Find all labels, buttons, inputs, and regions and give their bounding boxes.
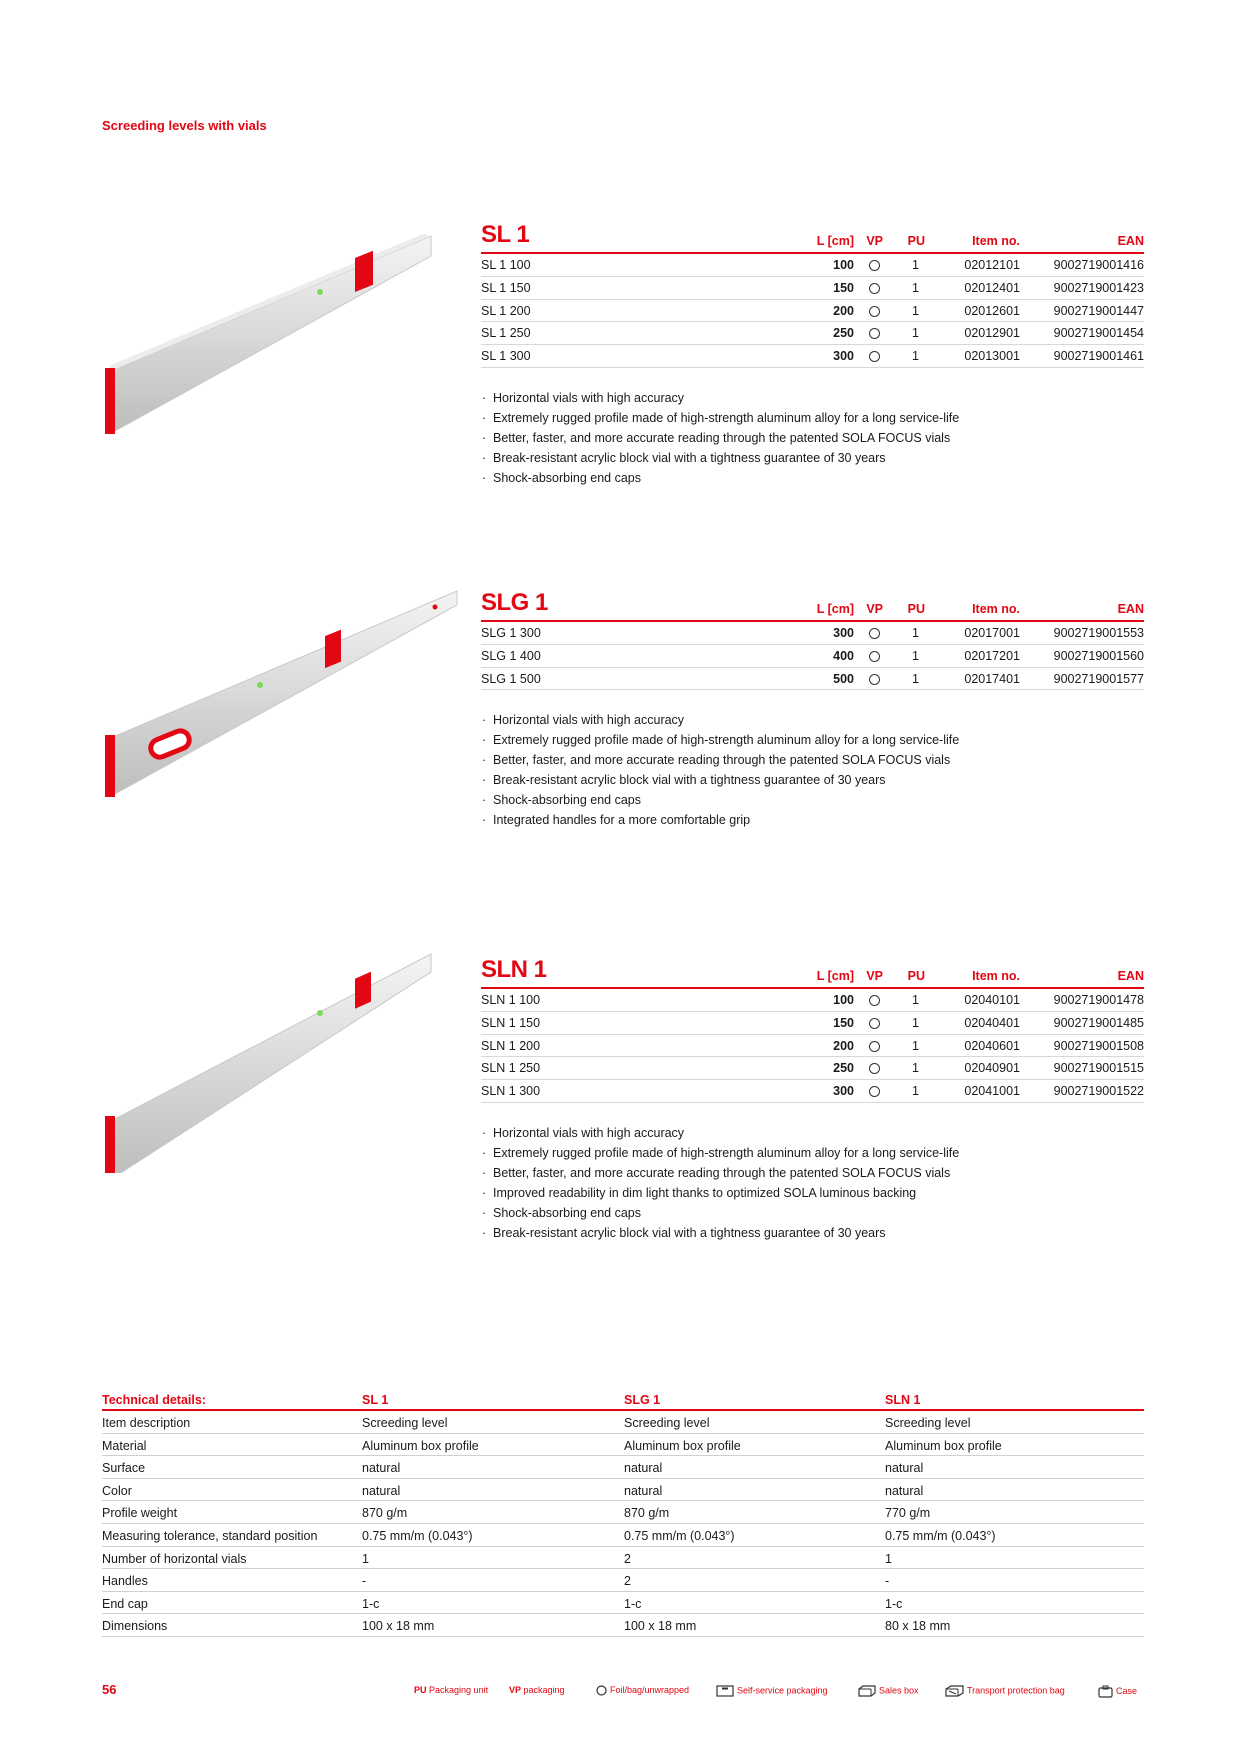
row-length: 200 [833,1038,854,1053]
row-ean: 9002719001522 [1053,1084,1144,1099]
row-name: SLG 1 400 [481,648,541,663]
feature-item: · Shock-absorbing end caps [481,1203,1144,1223]
tech-row [102,1501,1144,1524]
circle-icon [869,1018,880,1029]
tech-value: Aluminum box profile [362,1438,479,1453]
col-pu-header: PU [907,602,925,616]
tech-header-slg1: SLG 1 [624,1393,661,1407]
tech-row [102,1479,1144,1502]
row-length: 250 [833,326,854,341]
legend-abbr: VP [509,1685,522,1695]
col-item-header: Item no. [972,602,1020,616]
circle-icon [869,260,880,271]
circle-icon [869,351,880,362]
product-row [481,1035,1144,1058]
tech-value: Screeding level [624,1416,710,1430]
row-ean: 9002719001447 [1053,303,1144,318]
tech-row [102,1524,1144,1547]
feature-item: · Extremely rugged profile made of high-strength aluminum alloy for a long service-life [481,730,1144,750]
col-ean-header: EAN [1117,234,1144,248]
tech-value: natural [885,1461,924,1476]
row-name: SLN 1 150 [481,1015,541,1030]
product-name: SLN 1 [481,956,547,983]
row-name: SLN 1 300 [481,1084,541,1099]
circle-icon [869,306,880,317]
tech-attribute: Item description [102,1416,191,1430]
sl1-level-image [105,232,435,457]
col-ean-header: EAN [1117,969,1144,983]
circle-icon [869,1041,880,1052]
col-vp-header: VP [866,969,883,983]
tech-value: 100 x 18 mm [624,1619,697,1634]
product-row [481,668,1144,691]
row-name: SLG 1 300 [481,626,541,640]
product-slg1 [481,590,1144,830]
feature-item: · Horizontal vials with high accuracy [481,388,1144,408]
circle-icon [869,628,880,639]
legend-label: Foil/bag/unwrapped [610,1685,690,1695]
tech-attribute: Number of horizontal vials [102,1551,247,1566]
tech-value: natural [624,1483,663,1498]
legend-abbr: PU [414,1685,427,1695]
tech-attribute: Surface [102,1461,146,1476]
tech-value: 0.75 mm/m (0.043°) [362,1528,473,1543]
product-sln1 [481,957,1144,1243]
legend-label: Transport protection bag [967,1685,1065,1696]
row-length: 400 [833,648,854,663]
tech-row [102,1456,1144,1479]
circle-icon [869,995,880,1006]
row-ean: 9002719001577 [1053,671,1144,686]
circle-icon [869,1086,880,1097]
tech-attribute: Dimensions [102,1619,168,1634]
circle-icon [869,328,880,339]
row-name: SLN 1 100 [481,993,541,1007]
legend-label: Case [1116,1685,1138,1696]
tech-row [102,1614,1144,1637]
row-pu: 1 [912,326,919,341]
row-item-no: 02017001 [964,626,1020,640]
row-pu: 1 [912,1038,919,1053]
tech-value: 0.75 mm/m (0.043°) [885,1528,996,1543]
legend-label: packaging [523,1685,565,1695]
row-name: SLN 1 200 [481,1038,541,1053]
tech-value: natural [362,1461,401,1476]
col-item-header: Item no. [972,234,1020,248]
legend-label: Packaging unit [429,1685,489,1695]
legend-label: Sales box [879,1685,919,1696]
tech-value: natural [624,1461,663,1476]
feature-item: · Horizontal vials with high accuracy [481,1123,1144,1143]
row-name: SL 1 150 [481,280,531,295]
row-pu: 1 [912,1084,919,1099]
page-number: 56 [102,1682,117,1697]
row-length: 300 [833,1084,854,1099]
feature-item: · Improved readability in dim light thanks to optimized SOLA luminous backing [481,1183,1144,1203]
tech-value: 770 g/m [885,1506,931,1521]
feature-list [481,388,1144,488]
tech-value: Screeding level [362,1416,448,1430]
feature-list [481,1123,1144,1243]
col-ean-header: EAN [1117,602,1144,616]
product-row [481,645,1144,668]
tech-attribute: Profile weight [102,1506,178,1521]
tech-row [102,1592,1144,1615]
tech-value: natural [362,1483,401,1498]
tech-row [102,1411,1144,1434]
row-pu: 1 [912,1061,919,1076]
row-ean: 9002719001485 [1053,1015,1144,1030]
tech-value: Screeding level [885,1416,971,1430]
row-length: 500 [833,671,854,686]
circle-icon [869,674,880,685]
legend-transport-bag [945,1685,1065,1697]
tech-value: 100 x 18 mm [362,1619,435,1634]
row-name: SLG 1 500 [481,671,541,686]
tech-attribute: Color [102,1483,132,1498]
feature-item: · Break-resistant acrylic block vial with a tightness guarantee of 30 years [481,448,1144,468]
row-length: 300 [833,349,854,364]
legend-sales-box [858,1685,919,1697]
tech-value: 1-c [624,1596,642,1611]
product-row [481,322,1144,345]
tech-value: 0.75 mm/m (0.043°) [624,1528,735,1543]
row-item-no: 02017201 [964,648,1020,663]
row-item-no: 02013001 [964,349,1020,364]
col-pu-header: PU [907,969,925,983]
section-title: Screeding levels with vials [102,118,267,133]
row-name: SL 1 250 [481,326,531,341]
feature-item: · Shock-absorbing end caps [481,468,1144,488]
tech-value: 870 g/m [362,1506,408,1521]
product-row [481,277,1144,300]
circle-icon [869,283,880,294]
tech-row [102,1547,1144,1570]
tech-value: Aluminum box profile [624,1438,741,1453]
row-item-no: 02041001 [964,1084,1020,1099]
row-name: SL 1 100 [481,258,531,272]
legend-label: Self-service packaging [737,1685,828,1696]
product-name: SLG 1 [481,589,548,616]
row-item-no: 02012601 [964,303,1020,318]
feature-item: · Extremely rugged profile made of high-strength aluminum alloy for a long service-life [481,408,1144,428]
row-ean: 9002719001416 [1053,258,1144,272]
row-length: 150 [833,280,854,295]
product-row [481,1080,1144,1103]
tech-row [102,1569,1144,1592]
feature-list [481,710,1144,830]
circle-icon [869,1063,880,1074]
slg1-level-image [105,585,465,810]
tech-header-row [102,1390,1144,1411]
feature-item: · Extremely rugged profile made of high-strength aluminum alloy for a long service-life [481,1143,1144,1163]
row-pu: 1 [912,648,919,663]
tech-header-label: Technical details: [102,1393,206,1407]
row-pu: 1 [912,671,919,686]
row-pu: 1 [912,258,919,272]
product-name: SL 1 [481,221,530,248]
product-header [481,590,1144,622]
col-length-header: L [cm] [816,234,854,248]
row-pu: 1 [912,349,919,364]
row-item-no: 02040601 [964,1038,1020,1053]
circle-icon [869,651,880,662]
col-length-header: L [cm] [816,969,854,983]
legend-vp [509,1685,565,1695]
row-item-no: 02017401 [964,671,1020,686]
col-pu-header: PU [907,234,925,248]
product-header [481,222,1144,254]
row-pu: 1 [912,1015,919,1030]
tech-attribute: Measuring tolerance, standard position [102,1528,318,1543]
row-ean: 9002719001461 [1053,349,1144,364]
tech-value: 1 [362,1551,369,1566]
transport-bag-icon [945,1685,964,1697]
row-ean: 9002719001553 [1053,626,1144,640]
tech-row [102,1434,1144,1457]
row-name: SLN 1 250 [481,1061,541,1076]
col-length-header: L [cm] [816,602,854,616]
row-length: 250 [833,1061,854,1076]
row-item-no: 02040401 [964,1015,1020,1030]
tech-value: 1-c [885,1596,903,1611]
product-row [481,345,1144,368]
product-row [481,989,1144,1012]
circle-icon [596,1685,607,1696]
row-item-no: 02040101 [964,993,1020,1007]
footer-legend [0,1685,1240,1699]
tech-value: 1 [885,1551,892,1566]
feature-item: · Break-resistant acrylic block vial with a tightness guarantee of 30 years [481,770,1144,790]
product-row [481,300,1144,323]
feature-item: · Integrated handles for a more comfortable grip [481,810,1144,830]
tech-attribute: Material [102,1438,147,1453]
case-icon [1098,1685,1113,1698]
sales-box-icon [858,1685,876,1697]
col-item-header: Item no. [972,969,1020,983]
row-pu: 1 [912,993,919,1007]
feature-item: · Better, faster, and more accurate reading through the patented SOLA FOCUS vials [481,750,1144,770]
row-item-no: 02012101 [964,258,1020,272]
row-ean: 9002719001423 [1053,280,1144,295]
feature-item: · Better, faster, and more accurate reading through the patented SOLA FOCUS vials [481,1163,1144,1183]
row-item-no: 02012401 [964,280,1020,295]
tech-header-sln1: SLN 1 [885,1393,921,1407]
product-row [481,622,1144,645]
col-vp-header: VP [866,602,883,616]
row-length: 150 [833,1015,854,1030]
row-pu: 1 [912,280,919,295]
tech-value: 1-c [362,1596,380,1611]
tech-attribute: Handles [102,1574,148,1589]
legend-foil [596,1685,689,1696]
row-ean: 9002719001508 [1053,1038,1144,1053]
tech-value: 2 [624,1551,631,1566]
row-length: 100 [833,993,854,1007]
product-sl1 [481,222,1144,488]
tech-value: 80 x 18 mm [885,1619,951,1634]
feature-item: · Shock-absorbing end caps [481,790,1144,810]
row-ean: 9002719001478 [1053,993,1144,1007]
tech-body [102,1411,1144,1637]
technical-details-table [102,1390,1144,1637]
row-ean: 9002719001560 [1053,648,1144,663]
row-length: 200 [833,303,854,318]
tech-value: 870 g/m [624,1506,670,1521]
row-name: SL 1 200 [481,303,531,318]
tech-value: - [885,1574,890,1589]
tech-value: 2 [624,1574,631,1589]
legend-self-service [716,1685,828,1697]
row-item-no: 02040901 [964,1061,1020,1076]
feature-item: · Break-resistant acrylic block vial with a tightness guarantee of 30 years [481,1223,1144,1243]
tech-value: natural [885,1483,924,1498]
hanger-box-icon [716,1685,734,1697]
legend-case [1098,1685,1137,1698]
row-name: SL 1 300 [481,349,531,364]
row-pu: 1 [912,303,919,318]
product-row [481,254,1144,277]
tech-value: Aluminum box profile [885,1438,1002,1453]
product-header [481,957,1144,989]
row-length: 300 [833,626,854,640]
row-length: 100 [833,258,854,272]
col-vp-header: VP [866,234,883,248]
tech-attribute: End cap [102,1596,148,1611]
legend-pu [414,1685,488,1695]
row-item-no: 02012901 [964,326,1020,341]
product-row [481,1012,1144,1035]
feature-item: · Horizontal vials with high accuracy [481,710,1144,730]
tech-value: - [362,1574,367,1589]
feature-item: · Better, faster, and more accurate reading through the patented SOLA FOCUS vials [481,428,1144,448]
tech-header-sl1: SL 1 [362,1393,389,1407]
product-row [481,1057,1144,1080]
row-pu: 1 [912,626,919,640]
row-ean: 9002719001454 [1053,326,1144,341]
sln1-level-image [105,948,435,1173]
row-ean: 9002719001515 [1053,1061,1144,1076]
